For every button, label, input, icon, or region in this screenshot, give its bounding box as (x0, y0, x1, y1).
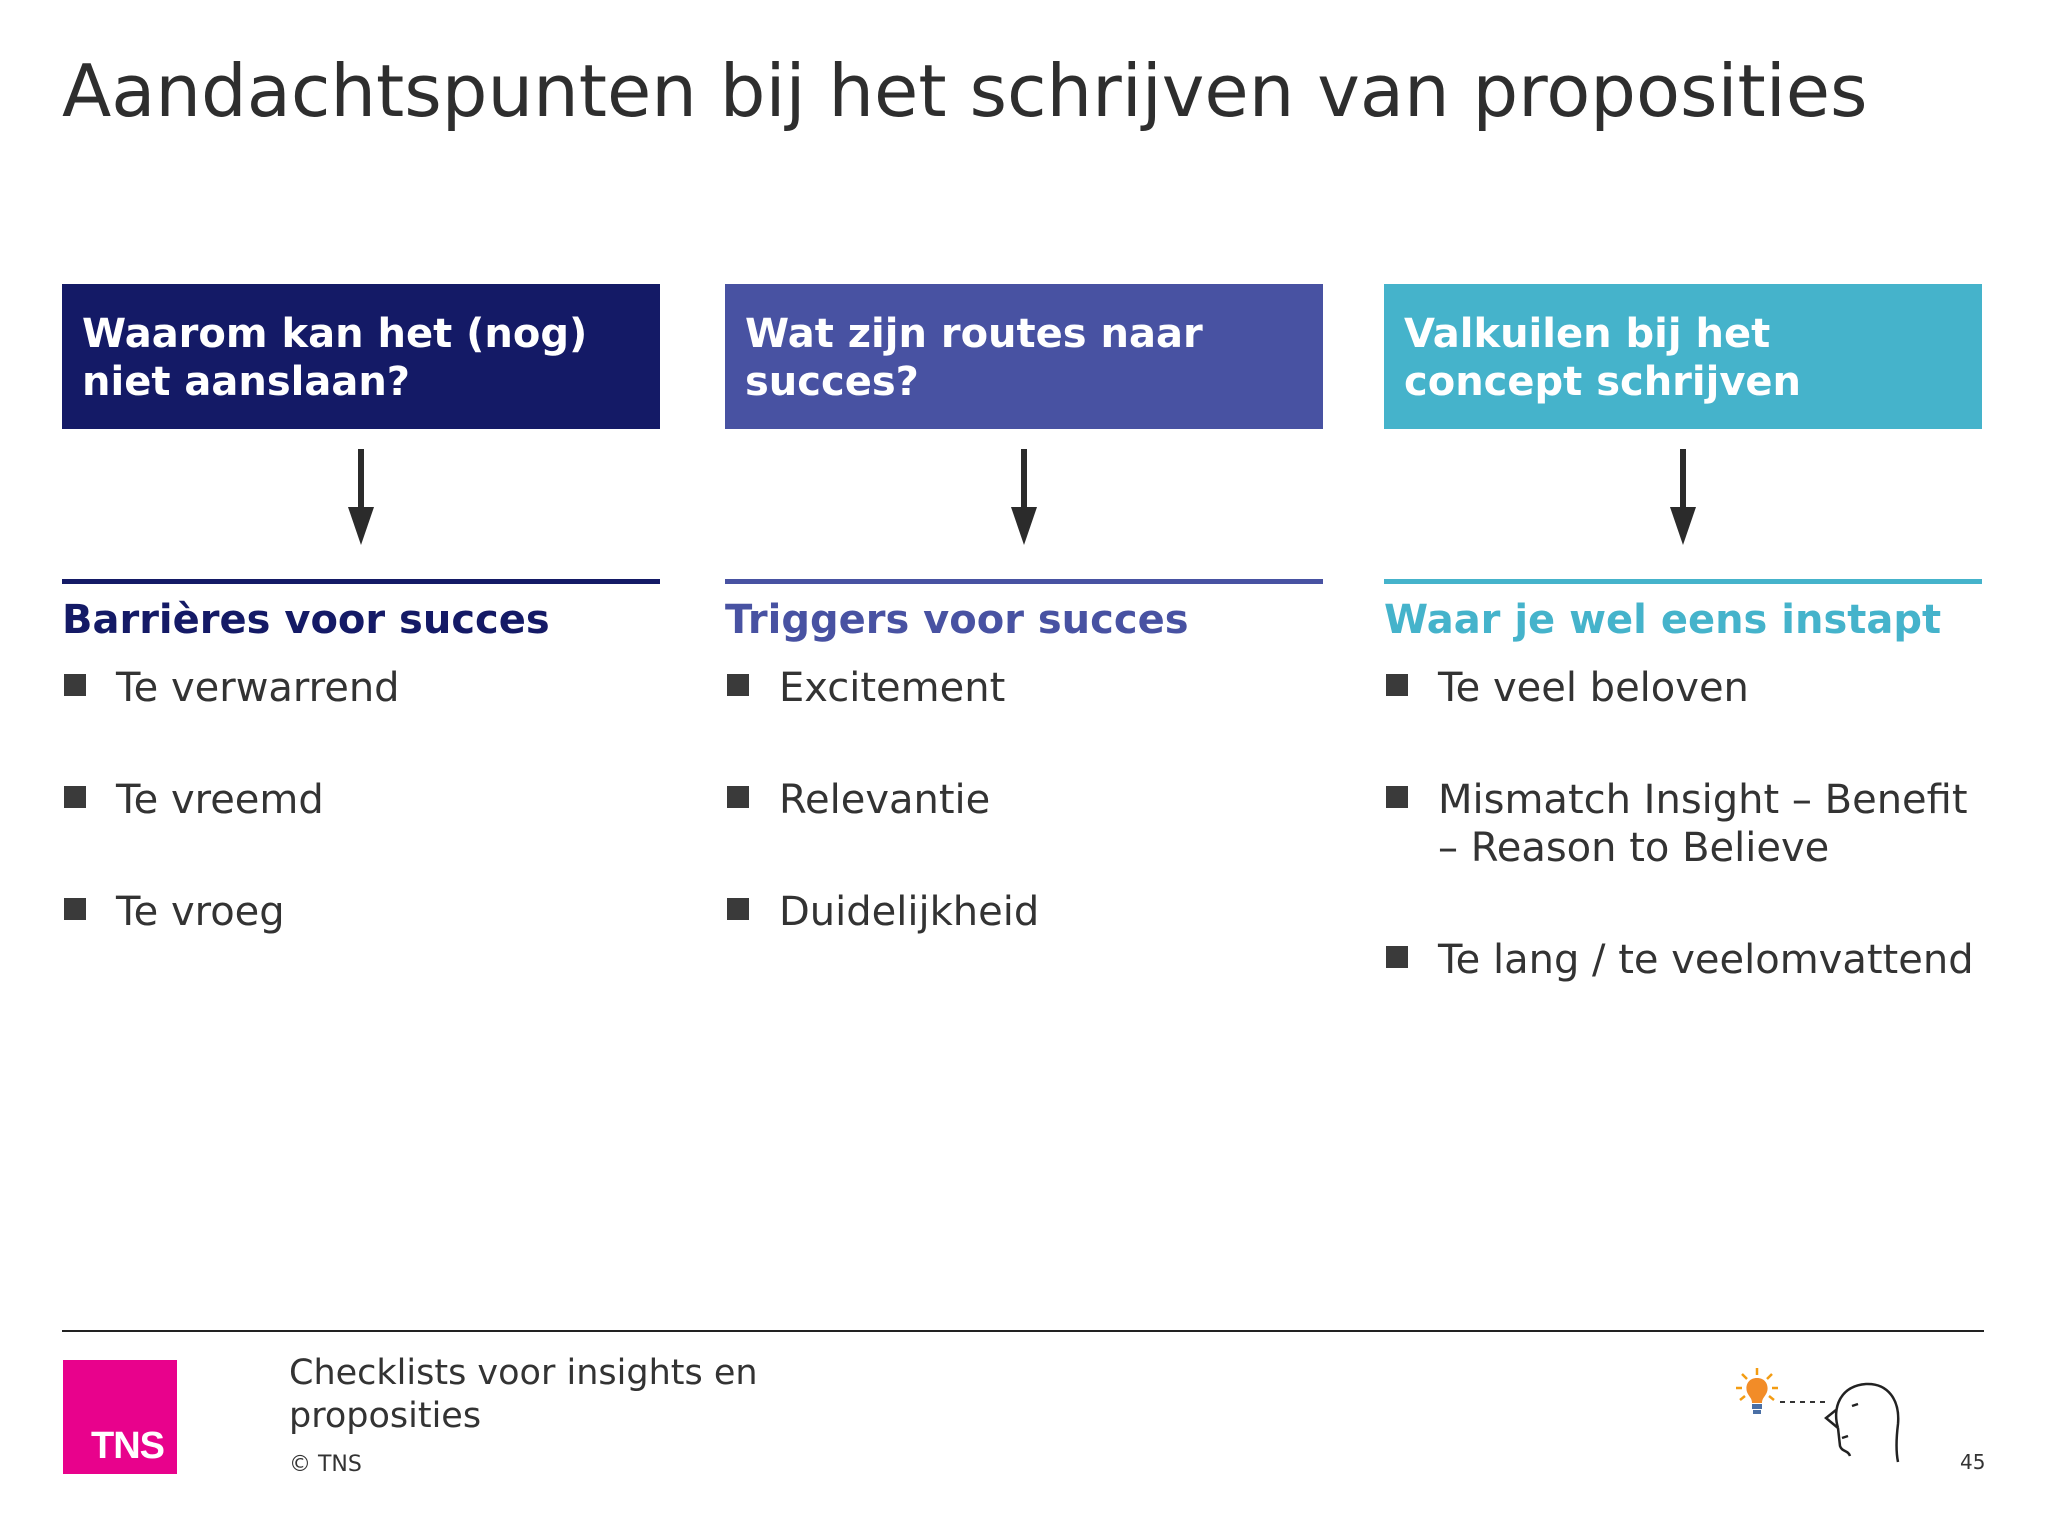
copyright: © TNS (289, 1452, 362, 1477)
section-title: Barrières voor succes (62, 597, 550, 643)
list-item (62, 888, 660, 936)
face-illustration-icon (1826, 1384, 1898, 1462)
page-number: 45 (1960, 1450, 1986, 1474)
bullet-list (62, 664, 660, 936)
footer-subtitle: Checklists voor insights en proposities (289, 1353, 758, 1436)
list-item-text: Te verwarrend (116, 665, 400, 711)
list-item-text: Mismatch Insight – Benefit – Reason to Believe (1438, 777, 1968, 871)
list-item-text: Relevantie (779, 777, 991, 823)
bullet-list (725, 664, 1323, 936)
square-bullet-icon (64, 674, 86, 696)
list-item-text: Te veel beloven (1438, 665, 1749, 711)
square-bullet-icon (727, 674, 749, 696)
column-header-box: Wat zijn routes naar succes? (725, 284, 1323, 429)
footer-divider (62, 1330, 1984, 1332)
tns-logo (63, 1360, 177, 1474)
column-valkuilen (1384, 284, 1982, 1048)
column-header-box: Waarom kan het (nog) niet aanslaan? (62, 284, 660, 429)
arrow-down-icon (1384, 429, 1982, 579)
list-item-text: Te vroeg (116, 889, 285, 935)
column-triggers (725, 284, 1323, 1000)
list-item-text: Te vreemd (116, 777, 324, 823)
list-item (62, 776, 660, 824)
arrow-down-icon (62, 429, 660, 579)
bullet-list (1384, 664, 1982, 984)
list-item-text: Excitement (779, 665, 1006, 711)
slide-title: Aandachtspunten bij het schrijven van proposities (62, 49, 1868, 133)
arrow-down-icon (725, 429, 1323, 579)
list-item (725, 776, 1323, 824)
list-item (725, 664, 1323, 712)
section-rule (725, 579, 1323, 584)
list-item (62, 664, 660, 712)
square-bullet-icon (1386, 674, 1408, 696)
list-item-text: Duidelijkheid (779, 889, 1040, 935)
section-rule (1384, 579, 1982, 584)
logo-text: TNS (91, 1425, 164, 1467)
section-title: Triggers voor succes (725, 597, 1189, 643)
square-bullet-icon (64, 786, 86, 808)
square-bullet-icon (727, 786, 749, 808)
list-item (1384, 664, 1982, 712)
square-bullet-icon (1386, 946, 1408, 968)
idea-illustration (1728, 1366, 1928, 1470)
square-bullet-icon (64, 898, 86, 920)
column-header-box: Valkuilen bij het concept schrijven (1384, 284, 1982, 429)
list-item-text: Te lang / te veelomvattend (1438, 937, 1974, 983)
square-bullet-icon (727, 898, 749, 920)
section-title: Waar je wel eens instapt (1384, 597, 1942, 643)
lightbulb-icon (1736, 1368, 1778, 1414)
list-item (1384, 776, 1982, 872)
list-item (725, 888, 1323, 936)
column-barrieres (62, 284, 660, 1000)
section-rule (62, 579, 660, 584)
square-bullet-icon (1386, 786, 1408, 808)
list-item (1384, 936, 1982, 984)
